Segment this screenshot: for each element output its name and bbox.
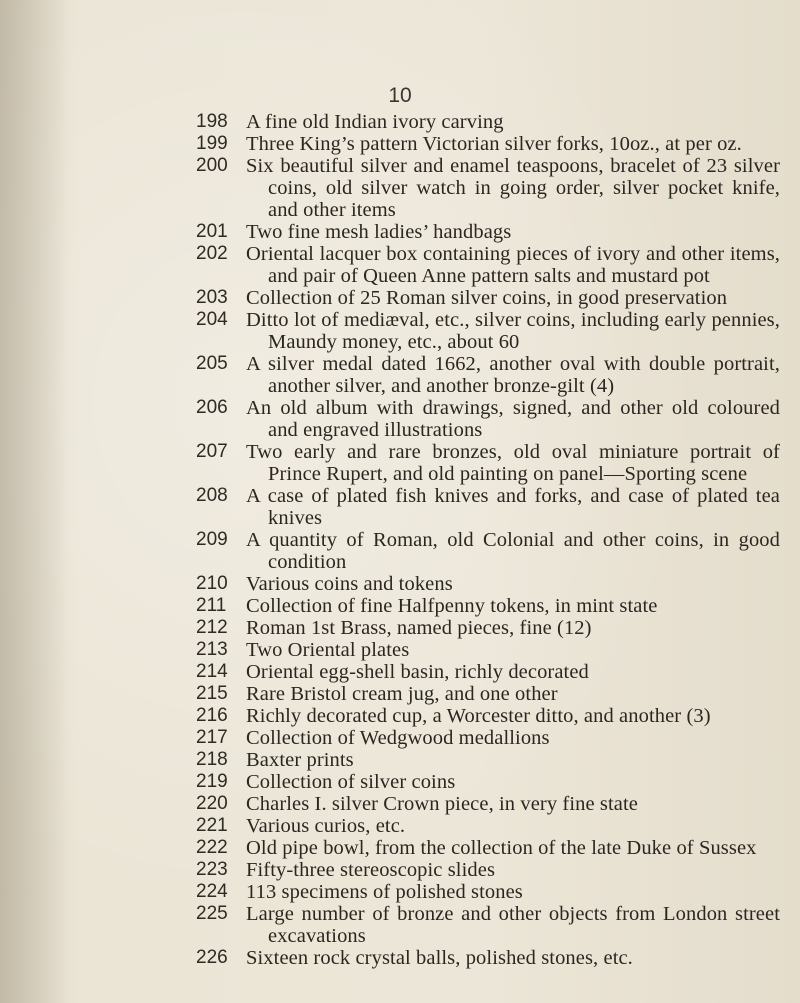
lot-entry — [0, 221, 800, 243]
lot-number: 206 — [196, 397, 228, 418]
lot-number: 201 — [196, 221, 228, 242]
lot-number: 215 — [196, 683, 228, 704]
lot-entry — [0, 727, 800, 749]
lot-description: A quantity of Roman, old Colonial and other coins, in good condition — [246, 529, 780, 573]
lot-number: 217 — [196, 727, 228, 748]
lot-entry — [0, 155, 800, 221]
lot-description: Six beautiful silver and enamel teaspoons, bracelet of 23 silver coins, old silver watch in going order, silver pocket knife, and other items — [246, 155, 780, 221]
lot-description: An old album with drawings, signed, and other old coloured and engraved illustrations — [246, 397, 780, 441]
lot-number: 224 — [196, 881, 228, 902]
lot-description: A silver medal dated 1662, another oval with double portrait, another silver, and another bronze-gilt (4) — [246, 353, 780, 397]
lot-number: 214 — [196, 661, 228, 682]
lot-entry — [0, 859, 800, 881]
lot-description: Large number of bronze and other objects from London street excavations — [246, 903, 780, 947]
lot-description: A fine old Indian ivory carving — [246, 111, 504, 133]
lot-entry — [0, 705, 800, 727]
lot-entry — [0, 595, 800, 617]
lot-description: Collection of fine Halfpenny tokens, in mint state — [246, 595, 658, 617]
lot-number: 226 — [196, 947, 228, 968]
lot-description: Roman 1st Brass, named pieces, fine (12) — [246, 617, 592, 639]
lot-number: 198 — [196, 111, 228, 132]
lot-description: Two Oriental plates — [246, 639, 410, 661]
lot-entry — [0, 111, 800, 133]
lot-number: 222 — [196, 837, 228, 858]
lot-entry — [0, 749, 800, 771]
lot-number: 209 — [196, 529, 228, 550]
lot-entry — [0, 309, 800, 353]
lot-number: 207 — [196, 441, 228, 462]
lot-entry — [0, 485, 800, 529]
lot-number: 205 — [196, 353, 228, 374]
lot-description: Old pipe bowl, from the collection of the late Duke of Sussex — [246, 837, 757, 859]
lot-number: 213 — [196, 639, 228, 660]
lot-description: Richly decorated cup, a Worcester ditto, and another (3) — [246, 705, 711, 727]
page-number: 10 — [388, 84, 412, 107]
lot-entry — [0, 617, 800, 639]
lot-number: 210 — [196, 573, 228, 594]
lot-description: Oriental egg-shell basin, richly decorated — [246, 661, 589, 683]
lot-entry — [0, 287, 800, 309]
lot-description: Charles I. silver Crown piece, in very fine state — [246, 793, 638, 815]
lot-number: 219 — [196, 771, 228, 792]
lot-entry — [0, 397, 800, 441]
lot-entry — [0, 133, 800, 155]
lot-description: Fifty-three stereoscopic slides — [246, 859, 496, 881]
lot-number: 221 — [196, 815, 228, 836]
lot-entry — [0, 243, 800, 287]
lot-number: 208 — [196, 485, 228, 506]
lot-description: Collection of silver coins — [246, 771, 456, 793]
lot-list — [0, 111, 800, 969]
lot-description: Various curios, etc. — [246, 815, 406, 837]
lot-entry — [0, 837, 800, 859]
lot-number: 218 — [196, 749, 228, 770]
lot-number: 225 — [196, 903, 228, 924]
lot-entry — [0, 441, 800, 485]
lot-number: 212 — [196, 617, 228, 638]
lot-description: Oriental lacquer box containing pieces of ivory and other items, and pair of Queen Anne pattern salts and mustard pot — [246, 243, 780, 287]
lot-description: A case of plated fish knives and forks, and case of plated tea knives — [246, 485, 780, 529]
lot-description: Collection of 25 Roman silver coins, in good preservation — [246, 287, 728, 309]
lot-description: Two fine mesh ladies’ handbags — [246, 221, 512, 243]
lot-number: 223 — [196, 859, 228, 880]
lot-description: Ditto lot of mediæval, etc., silver coins, including early pennies, Maundy money, etc., about 60 — [246, 309, 780, 353]
lot-entry — [0, 881, 800, 903]
lot-number: 220 — [196, 793, 228, 814]
lot-description: Two early and rare bronzes, old oval miniature portrait of Prince Rupert, and old painting on panel—Sporting scene — [246, 441, 780, 485]
lot-entry — [0, 529, 800, 573]
lot-number: 216 — [196, 705, 228, 726]
lot-description: Rare Bristol cream jug, and one other — [246, 683, 558, 705]
lot-entry — [0, 771, 800, 793]
lot-number: 203 — [196, 287, 228, 308]
lot-number: 211 — [196, 595, 227, 616]
lot-description: Baxter prints — [246, 749, 354, 771]
lot-entry — [0, 573, 800, 595]
lot-description: Three King’s pattern Victorian silver forks, 10oz., at per oz. — [246, 133, 742, 155]
lot-number: 204 — [196, 309, 228, 330]
lot-number: 199 — [196, 133, 228, 154]
lot-description: Collection of Wedgwood medallions — [246, 727, 550, 749]
lot-description: Various coins and tokens — [246, 573, 453, 595]
lot-number: 200 — [196, 155, 228, 176]
lot-description: Sixteen rock crystal balls, polished stones, etc. — [246, 947, 633, 969]
lot-entry — [0, 661, 800, 683]
lot-entry — [0, 639, 800, 661]
lot-description: 113 specimens of polished stones — [246, 881, 523, 903]
lot-entry — [0, 947, 800, 969]
lot-entry — [0, 903, 800, 947]
lot-entry — [0, 683, 800, 705]
lot-number: 202 — [196, 243, 228, 264]
lot-entry — [0, 793, 800, 815]
lot-entry — [0, 353, 800, 397]
lot-entry — [0, 815, 800, 837]
